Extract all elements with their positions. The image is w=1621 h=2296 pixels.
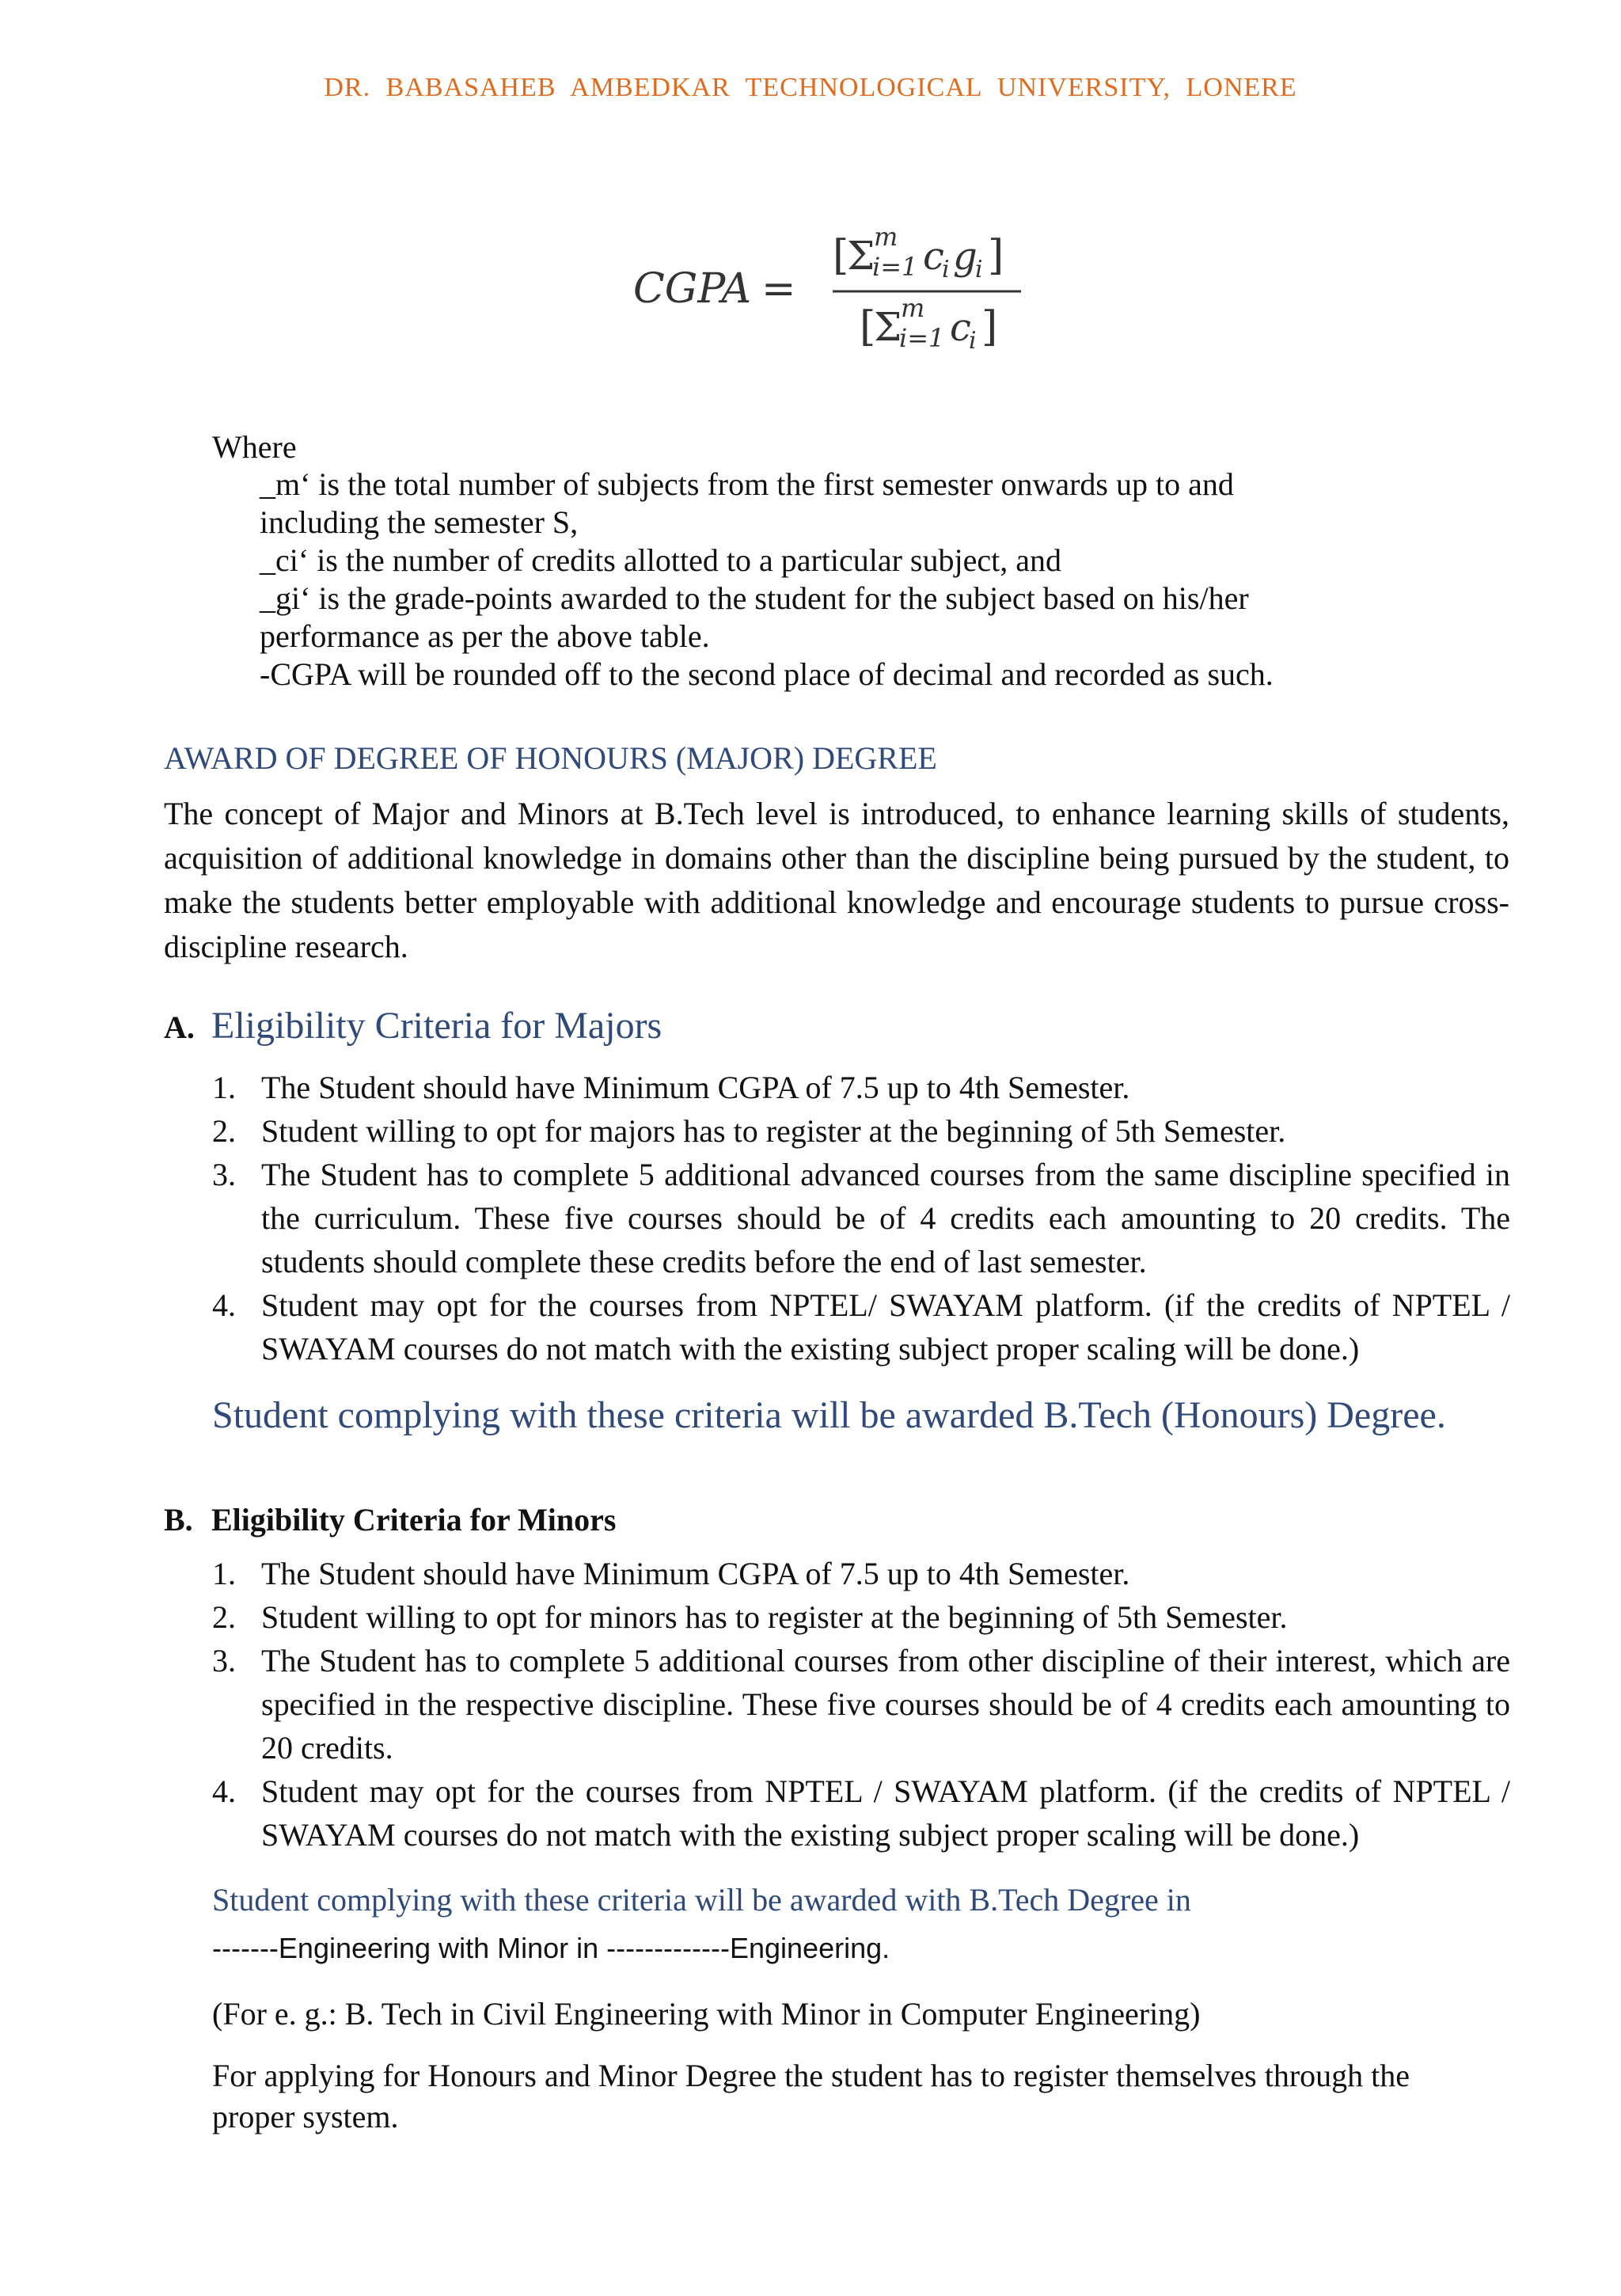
- list-item: [212, 1595, 1510, 1639]
- page-header: DR. BABASAHEB AMBEDKAR TECHNOLOGICAL UNIVERSITY, LONERE: [324, 73, 1297, 102]
- list-item: [212, 1770, 1510, 1857]
- numerator-bracket-open: [: [833, 232, 849, 279]
- denominator-upper: m: [901, 293, 925, 323]
- award-paragraph: The concept of Major and Minors at B.Tech level is introduced, to enhance learning skills of students, acquisition of additional knowledge in domains other than the discipline being pursued by the student, to make the students better employable with additional knowledge and encourage students to pursue cross-discipline research.: [164, 796, 1509, 964]
- numerator-c-sub: i: [942, 256, 950, 283]
- apply-instructions: For applying for Honours and Minor Degree the student has to register themselves through the proper system.: [212, 2058, 1410, 2134]
- list-item: [212, 1283, 1510, 1370]
- numerator-bracket-close: ]: [988, 232, 1004, 279]
- where-line: including the semester S,: [260, 504, 579, 540]
- section-a-heading: [164, 1004, 662, 1047]
- numerator-lower: i=1: [872, 252, 918, 282]
- list-item: [212, 1552, 1510, 1595]
- minors-award-statement: Student complying with these criteria will be awarded with B.Tech Degree in: [212, 1882, 1191, 1918]
- item-text: Student willing to opt for majors has to register at the beginning of 5th Semester.: [261, 1113, 1286, 1149]
- section-a-letter: A.: [164, 1009, 195, 1045]
- list-item: [212, 1639, 1510, 1770]
- minor-degree-example: (For e. g.: B. Tech in Civil Engineering with Minor in Computer Engineering): [212, 1996, 1201, 2032]
- where-block: [212, 429, 1384, 694]
- item-number: 1.: [212, 1556, 236, 1591]
- where-line: _gi‘ is the grade-points awarded to the student for the subject based on his/her: [260, 580, 1249, 616]
- where-title: Where: [212, 429, 297, 465]
- section-b-title: Eligibility Criteria for Minors: [211, 1502, 617, 1538]
- item-text: The Student should have Minimum CGPA of 7.5 up to 4th Semester.: [261, 1556, 1130, 1591]
- item-number: 4.: [212, 1287, 236, 1323]
- where-line: performance as per the above table.: [260, 618, 710, 654]
- item-text: The Student should have Minimum CGPA of 7.5 up to 4th Semester.: [261, 1070, 1130, 1105]
- item-number: 1.: [212, 1070, 236, 1105]
- where-line: -CGPA will be rounded off to the second place of decimal and recorded as such.: [260, 656, 1274, 692]
- cgpa-formula: [625, 214, 1069, 372]
- numerator-g-sub: i: [975, 256, 983, 283]
- list-item: [212, 1109, 1510, 1153]
- where-line: _m‘ is the total number of subjects from the first semester onwards up to and: [260, 466, 1234, 502]
- item-number: 2.: [212, 1113, 236, 1149]
- list-item: [212, 1066, 1510, 1109]
- section-b-heading: [164, 1501, 616, 1538]
- denominator-bracket-close: ]: [981, 303, 998, 351]
- item-text: Student may opt for the courses from NPTEL/ SWAYAM platform. (if the credits of NPTEL / SWAYAM courses do not match with the existing subject proper scaling will be done.): [261, 1287, 1510, 1367]
- list-item: [212, 1153, 1510, 1283]
- item-text: Student may opt for the courses from NPTEL / SWAYAM platform. (if the credits of NPTEL / SWAYAM courses do not match with the existing subject proper scaling will be done.): [261, 1773, 1510, 1853]
- numerator-upper: m: [874, 222, 898, 252]
- denominator-bracket-open: [: [860, 303, 876, 351]
- majors-criteria-list: [212, 1066, 1510, 1370]
- denominator-c: c: [950, 306, 971, 350]
- numerator-sum: Σ: [847, 233, 875, 279]
- section-a-title: Eligibility Criteria for Majors: [211, 1005, 662, 1047]
- majors-award-statement: Student complying with these criteria will be awarded B.Tech (Honours) Degree.: [212, 1394, 1446, 1436]
- item-number: 2.: [212, 1599, 236, 1635]
- numerator-c: c: [923, 234, 944, 279]
- formula-equals: =: [761, 265, 796, 313]
- item-text: Student willing to opt for minors has to register at the beginning of 5th Semester.: [261, 1599, 1288, 1635]
- numerator-g: g: [953, 234, 978, 279]
- denominator-lower: i=1: [899, 323, 945, 353]
- item-number: 3.: [212, 1643, 236, 1678]
- denominator-c-sub: i: [969, 327, 977, 355]
- denominator-sum: Σ: [874, 304, 902, 350]
- item-number: 3.: [212, 1157, 236, 1192]
- section-b-letter: B.: [164, 1502, 193, 1538]
- formula-lhs: CGPA: [633, 265, 752, 313]
- minor-degree-template: -------Engineering with Minor in -------------Engineering.: [212, 1932, 890, 1964]
- where-line: _ci‘ is the number of credits allotted to a particular subject, and: [260, 542, 1061, 578]
- item-text: The Student has to complete 5 additional advanced courses from the same discipline specified in the curriculum. These five courses should be of 4 credits each amounting to 20 credits. The students should complete these credits before the end of last semester.: [261, 1157, 1510, 1279]
- item-text: The Student has to complete 5 additional courses from other discipline of their interest, which are specified in the respective discipline. These five courses should be of 4 credits each amounting to 20 credits.: [261, 1643, 1510, 1766]
- item-number: 4.: [212, 1773, 236, 1809]
- where-definitions: [212, 466, 1384, 694]
- award-heading: AWARD OF DEGREE OF HONOURS (MAJOR) DEGREE: [164, 740, 937, 776]
- minors-criteria-list: [212, 1552, 1510, 1857]
